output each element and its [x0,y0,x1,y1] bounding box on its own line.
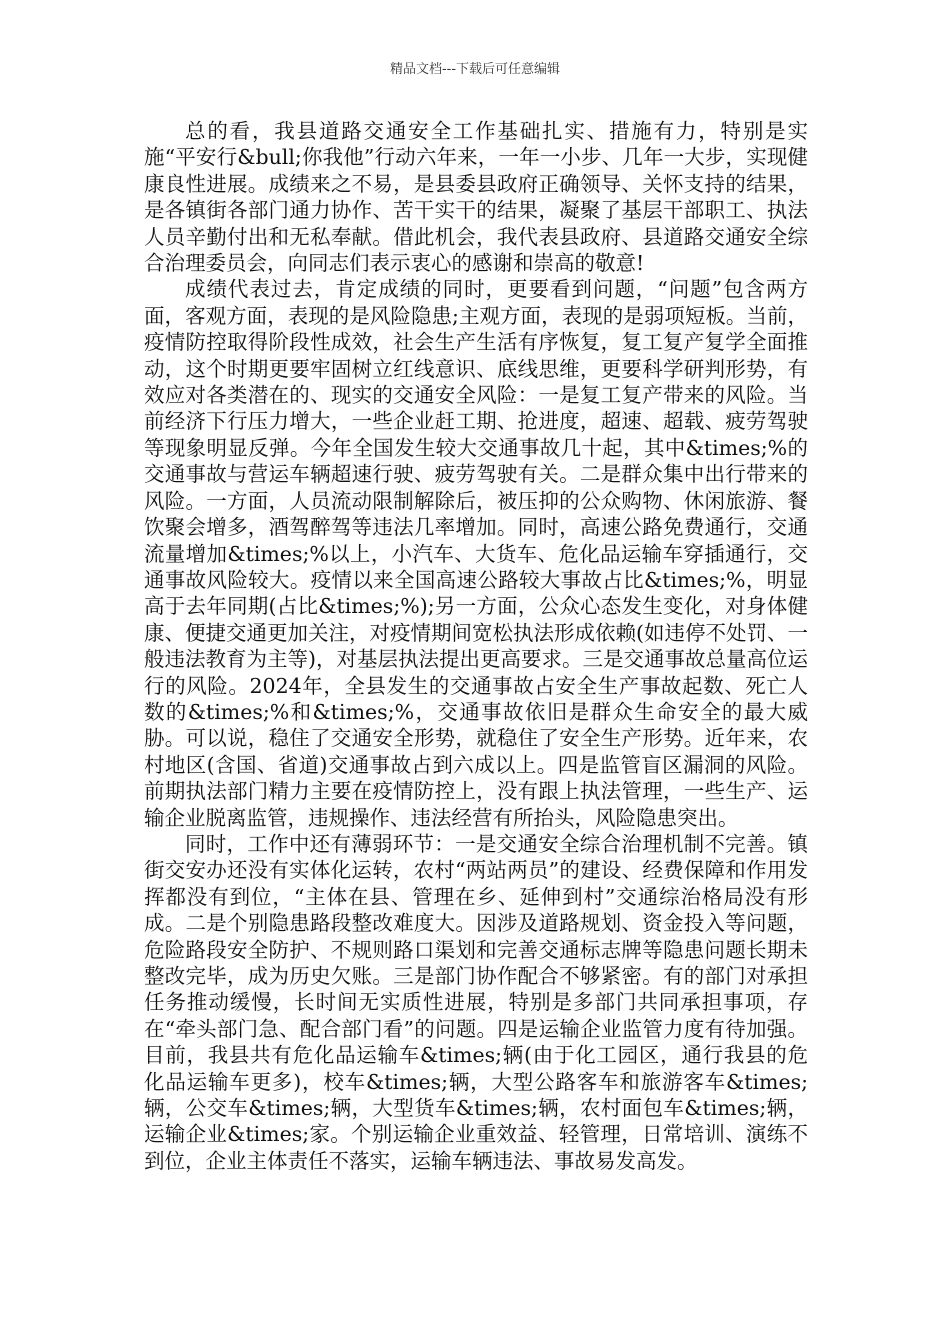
page-header: 精品文档---下载后可任意编辑 [389,62,561,77]
document-body [144,118,808,1174]
paragraph-1: 总的看，我县道路交通安全工作基础扎实、措施有力，特别是实施“平安行&bull;你我他”行动六年来，一年一小步、几年一大步，实现健康良性进展。成绩来之不易，是县委县政府正确领导、关怀支持的结果，是各镇街各部门通力协作、苦干实干的结果，凝聚了基层干部职工、执法人员辛勤付出和无私奉献。借此机会，我代表县政府、县道路交通安全综合治理委员会，向同志们表示衷心的感谢和崇高的敬意! [144,119,808,276]
paragraph-2: 成绩代表过去，肯定成绩的同时，更要看到问题，“问题”包含两方面，客观方面，表现的是风险隐患;主观方面，表现的是弱项短板。当前，疫情防控取得阶段性成效，社会生产生活有序恢复，复工复产复学全面推动，这个时期更要牢固树立红线意识、底线思维，更要科学研判形势，有效应对各类潜在的、现实的交通安全风险：一是复工复产带来的风险。当前经济下行压力增大，一些企业赶工期、抢进度，超速、超载、疲劳驾驶等现象明显反弹。今年全国发生较大交通事故几十起，其中&times;%的交通事故与营运车辆超速行驶、疲劳驾驶有关。二是群众集中出行带来的风险。一方面，人员流动限制解除后，被压抑的公众购物、休闲旅游、餐饮聚会增多，酒驾醉驾等违法几率增加。同时，高速公路免费通行，交通流量增加&times;%以上，小汽车、大货车、危化品运输车穿插通行，交通事故风险较大。疫情以来全国高速公路较大事故占比&times;%，明显高于去年同期(占比&times;%);另一方面，公众心态发生变化，对身体健康、便捷交通更加关注，对疫情期间宽松执法形成依赖(如违停不处罚、一般违法教育为主等)，对基层执法提出更高要求。三是交通事故总量高位运行的风险。2024年，全县发生的交通事故占安全生产事故起数、死亡人数的&times;%和&times;%，交通事故依旧是群众生命安全的最大威胁。可以说，稳住了交通安全形势，就稳住了安全生产形势。近年来，农村地区(含国、省道)交通事故占到六成以上。四是监管盲区漏洞的风险。前期执法部门精力主要在疫情防控上，没有跟上执法管理，一些生产、运输企业脱离监管，违规操作、违法经营有所抬头，风险隐患突出。 [144,277,808,830]
paragraph-3: 同时，工作中还有薄弱环节：一是交通安全综合治理机制不完善。镇街交安办还没有实体化运转，农村“两站两员”的建设、经费保障和作用发挥都没有到位，“主体在县、管理在乡、延伸到村”交通综治格局没有形成。二是个别隐患路段整改难度大。因涉及道路规划、资金投入等问题，危险路段安全防护、不规则路口渠划和完善交通标志牌等隐患问题长期未整改完毕，成为历史欠账。三是部门协作配合不够紧密。有的部门对承担任务推动缓慢，长时间无实质性进展，特别是多部门共同承担事项，存在“牵头部门急、配合部门看”的问题。四是运输企业监管力度有待加强。目前，我县共有危化品运输车&times;辆(由于化工园区，通行我县的危化品运输车更多)，校车&times;辆，大型公路客车和旅游客车&times;辆，公交车&times;辆，大型货车&times;辆，农村面包车&times;辆，运输企业&times;家。个别运输企业重效益、轻管理，日常培训、演练不到位，企业主体责任不落实，运输车辆违法、事故易发高发。 [144,831,808,1173]
